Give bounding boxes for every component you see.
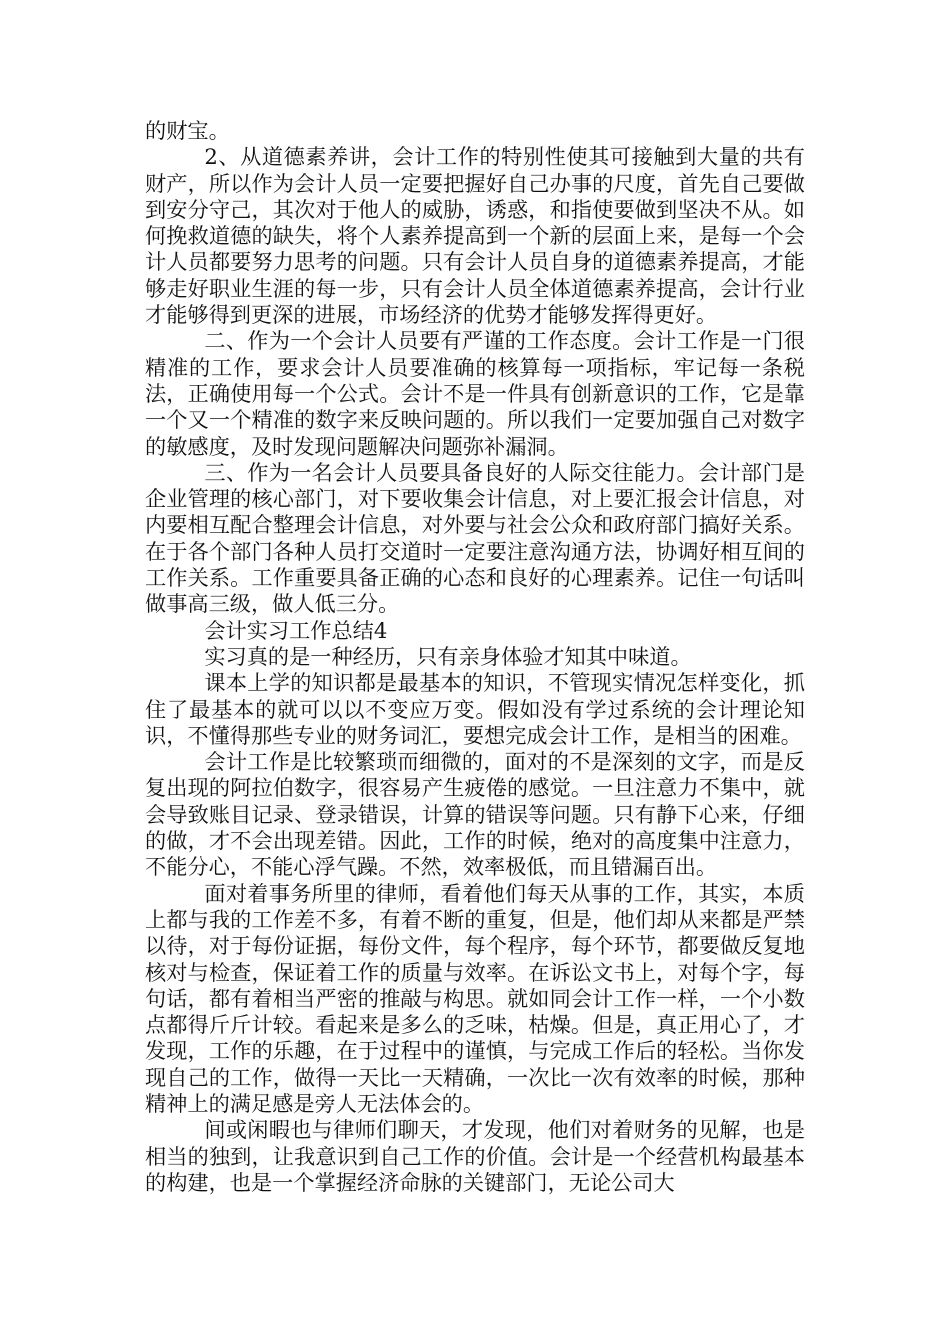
document-page [145,118,805,1196]
paragraph-3: 二、作为一个会计人员要有严谨的工作态度。会计工作是一门很精准的工作，要求会计人员要准确的核算每一项指标，牢记每一条税法，正确使用每一个公式。会计不是一件具有创新意识的工作，它是靠一个又一个精准的数字来反映问题的。所以我们一定要加强自己对数字的敏感度，及时发现问题解决问题弥补漏洞。 [145,328,805,459]
section-heading: 会计实习工作总结4 [204,617,388,643]
paragraph-9: 间或闲暇也与律师们聊天，才发现，他们对着财务的见解，也是相当的独到，让我意识到自己工作的价值。会计是一个经营机构最基本的构建，也是一个掌握经济命脉的关键部门，无论公司大 [145,1117,805,1195]
paragraph-4: 三、作为一名会计人员要具备良好的人际交往能力。会计部门是企业管理的核心部门，对下要收集会计信息，对上要汇报会计信息，对内要相互配合整理会计信息，对外要与社会公众和政府部门搞好关系。在于各个部门各种人员打交道时一定要注意沟通方法，协调好相互间的工作关系。工作重要具备正确的心态和良好的心理素养。记住一句话叫做事高三级，做人低三分。 [145,459,805,617]
paragraph-2: 2、从道德素养讲，会计工作的特别性使其可接触到大量的共有财产，所以作为会计人员一定要把握好自己办事的尺度，首先自己要做到安分守己，其次对于他人的威胁，诱惑，和指使要做到坚决不从。如何挽救道德的缺失，将个人素养提高到一个新的层面上来，是每一个会计人员都要努力思考的问题。只有会计人员自身的道德素养提高，才能够走好职业生涯的每一步，只有会计人员全体道德素养提高，会计行业才能够得到更深的进展，市场经济的优势才能够发挥得更好。 [145,144,805,328]
paragraph-6: 课本上学的知识都是最基本的知识，不管现实情况怎样变化，抓住了最基本的就可以以不变应万变。假如没有学过系统的会计理论知识，不懂得那些专业的财务词汇，要想完成会计工作，是相当的困难。 [145,670,805,748]
paragraph-7: 会计工作是比较繁琐而细微的，面对的不是深刻的文字，而是反复出现的阿拉伯数字，很容易产生疲倦的感觉。一旦注意力不集中，就会导致账目记录、登录错误，计算的错误等问题。只有静下心来，仔细的做，才不会出现差错。因此，工作的时候，绝对的高度集中注意力，不能分心，不能心浮气躁。不然，效率极低，而且错漏百出。 [145,749,805,880]
paragraph-5: 实习真的是一种经历，只有亲身体验才知其中味道。 [204,643,692,669]
paragraph-1: 的财宝。 [145,118,230,143]
paragraph-8: 面对着事务所里的律师，看着他们每天从事的工作，其实，本质上都与我的工作差不多，有着不断的重复，但是，他们却从来都是严禁以待，对于每份证据，每份文件，每个程序，每个环节，都要做反复地核对与检查，保证着工作的质量与效率。在诉讼文书上，对每个字，每句话，都有着相当严密的推敲与构思。就如同会计工作一样，一个小数点都得斤斤计较。看起来是多么的乏味，枯燥。但是，真正用心了，才发现，工作的乐趣，在于过程中的谨慎，与完成工作后的轻松。当你发现自己的工作，做得一天比一天精确，一次比一次有效率的时候，那种精神上的满足感是旁人无法体会的。 [145,880,805,1116]
